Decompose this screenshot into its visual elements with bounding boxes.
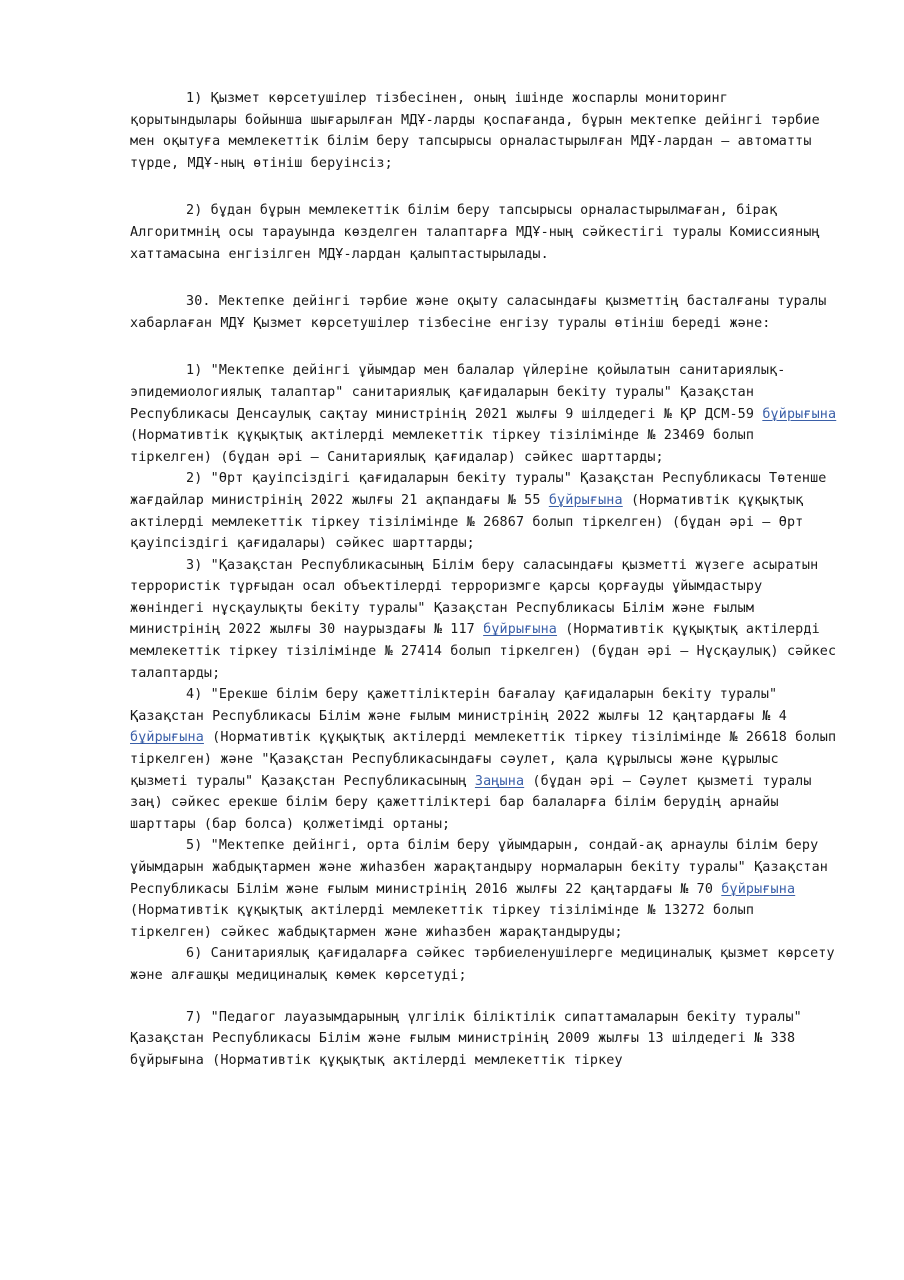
paragraph-text: 1) "Мектепке дейінгі ұйымдар мен балалар үйлеріне қойылатын санитариялық-эпидемиологиялық талаптар" санитариялық қағидаларын бекіту туралы" Қазақстан Республикасы Денсаулық сақтау министрінің 2021 жылғы 9 шілдедегі № ҚР ДСМ-59 (130, 363, 786, 422)
order-link-70[interactable]: бұйрығына (721, 881, 796, 897)
paragraph-text: (Нормативтік құқықтық актілерді мемлекеттік тіркеу тізілімінде № 26867 болып тіркелген) (бұдан әрі – Өрт қауіпсіздігі қағидалары) сәйкес шарттарды; (130, 492, 804, 552)
paragraph-text: 30. Мектепке дейінгі тәрбие және оқыту саласындағы қызметтің басталғаны туралы хабарлаған МДҰ Қызмет көрсетушілер тізбесіне енгізу туралы өтініш береді және: (130, 294, 827, 331)
requirement-item-3 (130, 555, 840, 685)
paragraph-text: 6) Санитариялық қағидаларға сәйкес тәрбиеленушілерге медициналық қызмет көрсету және алғашқы медициналық көмек көрсетуді; (130, 946, 835, 983)
document-body (130, 88, 840, 1071)
paragraph-text: 1) Қызмет көрсетушілер тізбесінен, оның ішінде жоспарлы мониторинг қорытындылары бойынша шығарылған МДҰ-ларды қоспағанда, бұрын мектепке дейінгі тәрбие мен оқытуға мемлекеттік білім беру тапсырысы орналастырылған МДҰ-лардан – автоматты түрде, МДҰ-ның өтініш беруінсіз; (130, 91, 820, 171)
paragraph-text: 2) бұдан бұрын мемлекеттік білім беру тапсырысы орналастырылмаған, бірақ Алгоритмнің осы тарауында көзделген талаптарға МДҰ-ның сәйкестігі туралы Комиссияның хаттамасына енгізілген МДҰ-лардан қалыптастырылады. (130, 203, 820, 262)
paragraph-text: 5) "Мектепке дейінгі, орта білім беру ұйымдарын, сондай-ақ арнаулы білім беру ұйымдарын жабдықтармен және жиһазбен жарақтандыру нормаларын бекіту туралы" Қазақстан Республикасы Білім және ғылым министрінің 2016 жылғы 22 қаңтардағы № 70 (130, 838, 829, 897)
order-link-4[interactable]: бұйрығына (130, 730, 204, 746)
paragraph-text: 2) "Өрт қауіпсіздігі қағидаларын бекіту туралы" Қазақстан Республикасы Төтенше жағдайлар министрінің 2022 жылғы 21 ақпандағы № 55 (130, 471, 827, 508)
requirement-item-4 (130, 684, 840, 835)
requirement-item-5 (130, 835, 840, 943)
paragraph-text: (Нормативтік құқықтық актілерді мемлекеттік тіркеу тізілімінде № 26618 болып тіркелген) және "Қазақстан Республикасындағы сәулет, қала құрылысы және құрылыс қызметі туралы" Қазақстан Республикасының (130, 730, 837, 789)
paragraph-item-2-list (130, 200, 840, 265)
requirement-item-1 (130, 360, 840, 468)
law-link[interactable]: Заңына (474, 773, 525, 789)
order-link-117[interactable]: бұйрығына (483, 622, 558, 638)
paragraph-text: (Нормативтік құқықтық актілерді мемлекеттік тіркеу тізілімінде № 13272 болып тіркелген) сәйкес жабдықтармен және жиһазбен жарақтандыруды; (130, 903, 755, 940)
paragraph-text: (Нормативтік құқықтық актілерді мемлекеттік тіркеу тізілімінде № 23469 болып тіркелген) (бұдан әрі – Санитариялық қағидалар) сәйкес шарттарды; (130, 428, 755, 465)
paragraph-text: 3) "Қазақстан Республикасының Білім беру саласындағы қызметті жүзеге асыратын террористік тұрғыдан осал объектілерді терроризмге қарсы қорғауды ұйымдастыру жөніндегі нұсқаулықты бекіту туралы" Қазақстан Республикасы Білім және ғылым министрінің 2022 жылғы 30 наурыздағы № 117 (130, 557, 819, 638)
paragraph-text: (бұдан әрі – Сәулет қызметі туралы заң) сәйкес ерекше білім беру қажеттіліктері бар балаларға білім берудің арнайы шарттары (бар болса) қолжетімді ортаны; (130, 773, 812, 832)
order-link-dsm-59[interactable]: бұйрығына (762, 406, 837, 422)
paragraph-text: 7) "Педагог лауазымдарының үлгілік біліктілік сипаттамаларын бекіту туралы" Қазақстан Республикасы Білім және ғылым министрінің 2009 жылғы 13 шілдедегі № 338 бұйрығына (Нормативтік құқықтық актілерді мемлекеттік тіркеу (130, 1009, 802, 1068)
paragraph-item-1-list (130, 88, 840, 174)
paragraph-text: (Нормативтік құқықтық актілерді мемлекеттік тіркеу тізілімінде № 27414 болып тіркелген) (бұдан әрі – Нұсқаулық) сәйкес талаптарды; (130, 622, 837, 681)
requirement-item-7 (130, 1007, 840, 1072)
paragraph-text: 4) "Ерекше білім беру қажеттіліктерін бағалау қағидаларын бекіту туралы" Қазақстан Республикасы Білім және ғылым министрінің 2022 жылғы 12 қаңтардағы № 4 (130, 687, 787, 724)
requirement-item-2 (130, 468, 840, 554)
requirement-item-6 (130, 943, 840, 986)
paragraph-30 (130, 291, 840, 334)
order-link-55[interactable]: бұйрығына (548, 492, 623, 508)
